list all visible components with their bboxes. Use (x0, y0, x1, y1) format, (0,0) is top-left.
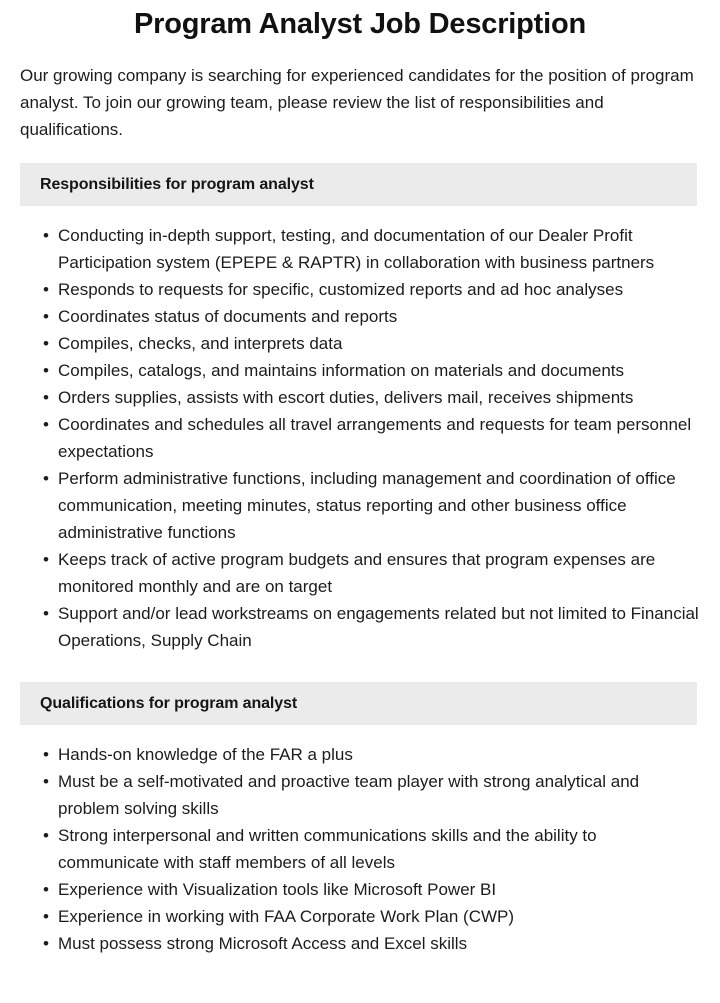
list-item-text: Coordinates status of documents and reports (58, 307, 398, 326)
responsibilities-list (20, 222, 700, 654)
bullet-marker-icon: • (43, 826, 49, 845)
list-item (20, 465, 700, 546)
list-item-text: Perform administrative functions, including management and coordination of office communication, meeting minutes, status reporting and other business office administrative functions (58, 469, 676, 542)
list-item (20, 357, 700, 384)
bullet-marker-icon: • (43, 226, 49, 245)
section-header-qualifications (20, 682, 697, 725)
list-item-text: Orders supplies, assists with escort duties, delivers mail, receives shipments (58, 388, 634, 407)
list-item-text: Conducting in-depth support, testing, and documentation of our Dealer Profit Participation system (EPEPE & RAPTR) in collaboration with business partners (58, 226, 655, 272)
qualifications-list (20, 741, 700, 957)
list-item (20, 903, 700, 930)
list-item-text: Responds to requests for specific, customized reports and ad hoc analyses (58, 280, 624, 299)
bullet-marker-icon: • (43, 550, 49, 569)
list-item-text: Must be a self-motivated and proactive team player with strong analytical and problem solving skills (58, 772, 640, 818)
bullet-marker-icon: • (43, 415, 49, 434)
list-item-text: Must possess strong Microsoft Access and Excel skills (58, 934, 468, 953)
list-item (20, 330, 700, 357)
bullet-marker-icon: • (43, 745, 49, 764)
bullet-marker-icon: • (43, 934, 49, 953)
list-item (20, 822, 700, 876)
list-item (20, 600, 700, 654)
list-item (20, 930, 700, 957)
bullet-marker-icon: • (43, 280, 49, 299)
list-item-text: Keeps track of active program budgets and ensures that program expenses are monitored monthly and are on target (58, 550, 656, 596)
list-item (20, 384, 700, 411)
list-item (20, 276, 700, 303)
bullet-marker-icon: • (43, 361, 49, 380)
bullet-marker-icon: • (43, 334, 49, 353)
list-item-text: Hands-on knowledge of the FAR a plus (58, 745, 353, 764)
bullet-marker-icon: • (43, 907, 49, 926)
list-item (20, 876, 700, 903)
page-title: Program Analyst Job Description (134, 8, 586, 40)
list-item-text: Experience with Visualization tools like Microsoft Power BI (58, 880, 497, 899)
list-item (20, 222, 700, 276)
section-heading-label: Responsibilities for program analyst (40, 175, 314, 193)
list-item (20, 411, 700, 465)
list-item-text: Experience in working with FAA Corporate Work Plan (CWP) (58, 907, 515, 926)
bullet-marker-icon: • (43, 604, 49, 623)
list-item-text: Coordinates and schedules all travel arrangements and requests for team personnel expectations (58, 415, 692, 461)
list-item (20, 741, 700, 768)
section-header-responsibilities (20, 163, 697, 206)
intro-paragraph: Our growing company is searching for experienced candidates for the position of program analyst. To join our growing team, please review the list of responsibilities and qualifications. (20, 66, 694, 139)
bullet-marker-icon: • (43, 388, 49, 407)
bullet-marker-icon: • (43, 880, 49, 899)
list-item (20, 303, 700, 330)
list-item-text: Support and/or lead workstreams on engagements related but not limited to Financial Operations, Supply Chain (58, 604, 699, 650)
list-item (20, 768, 700, 822)
list-item-text: Compiles, catalogs, and maintains information on materials and documents (58, 361, 625, 380)
section-responsibilities (0, 163, 720, 654)
section-heading-label: Qualifications for program analyst (40, 694, 298, 712)
list-item-text: Compiles, checks, and interprets data (58, 334, 343, 353)
list-item (20, 546, 700, 600)
list-item-text: Strong interpersonal and written communications skills and the ability to communicate with staff members of all levels (58, 826, 597, 872)
section-qualifications (0, 682, 720, 957)
bullet-marker-icon: • (43, 469, 49, 488)
bullet-marker-icon: • (43, 307, 49, 326)
bullet-marker-icon: • (43, 772, 49, 791)
